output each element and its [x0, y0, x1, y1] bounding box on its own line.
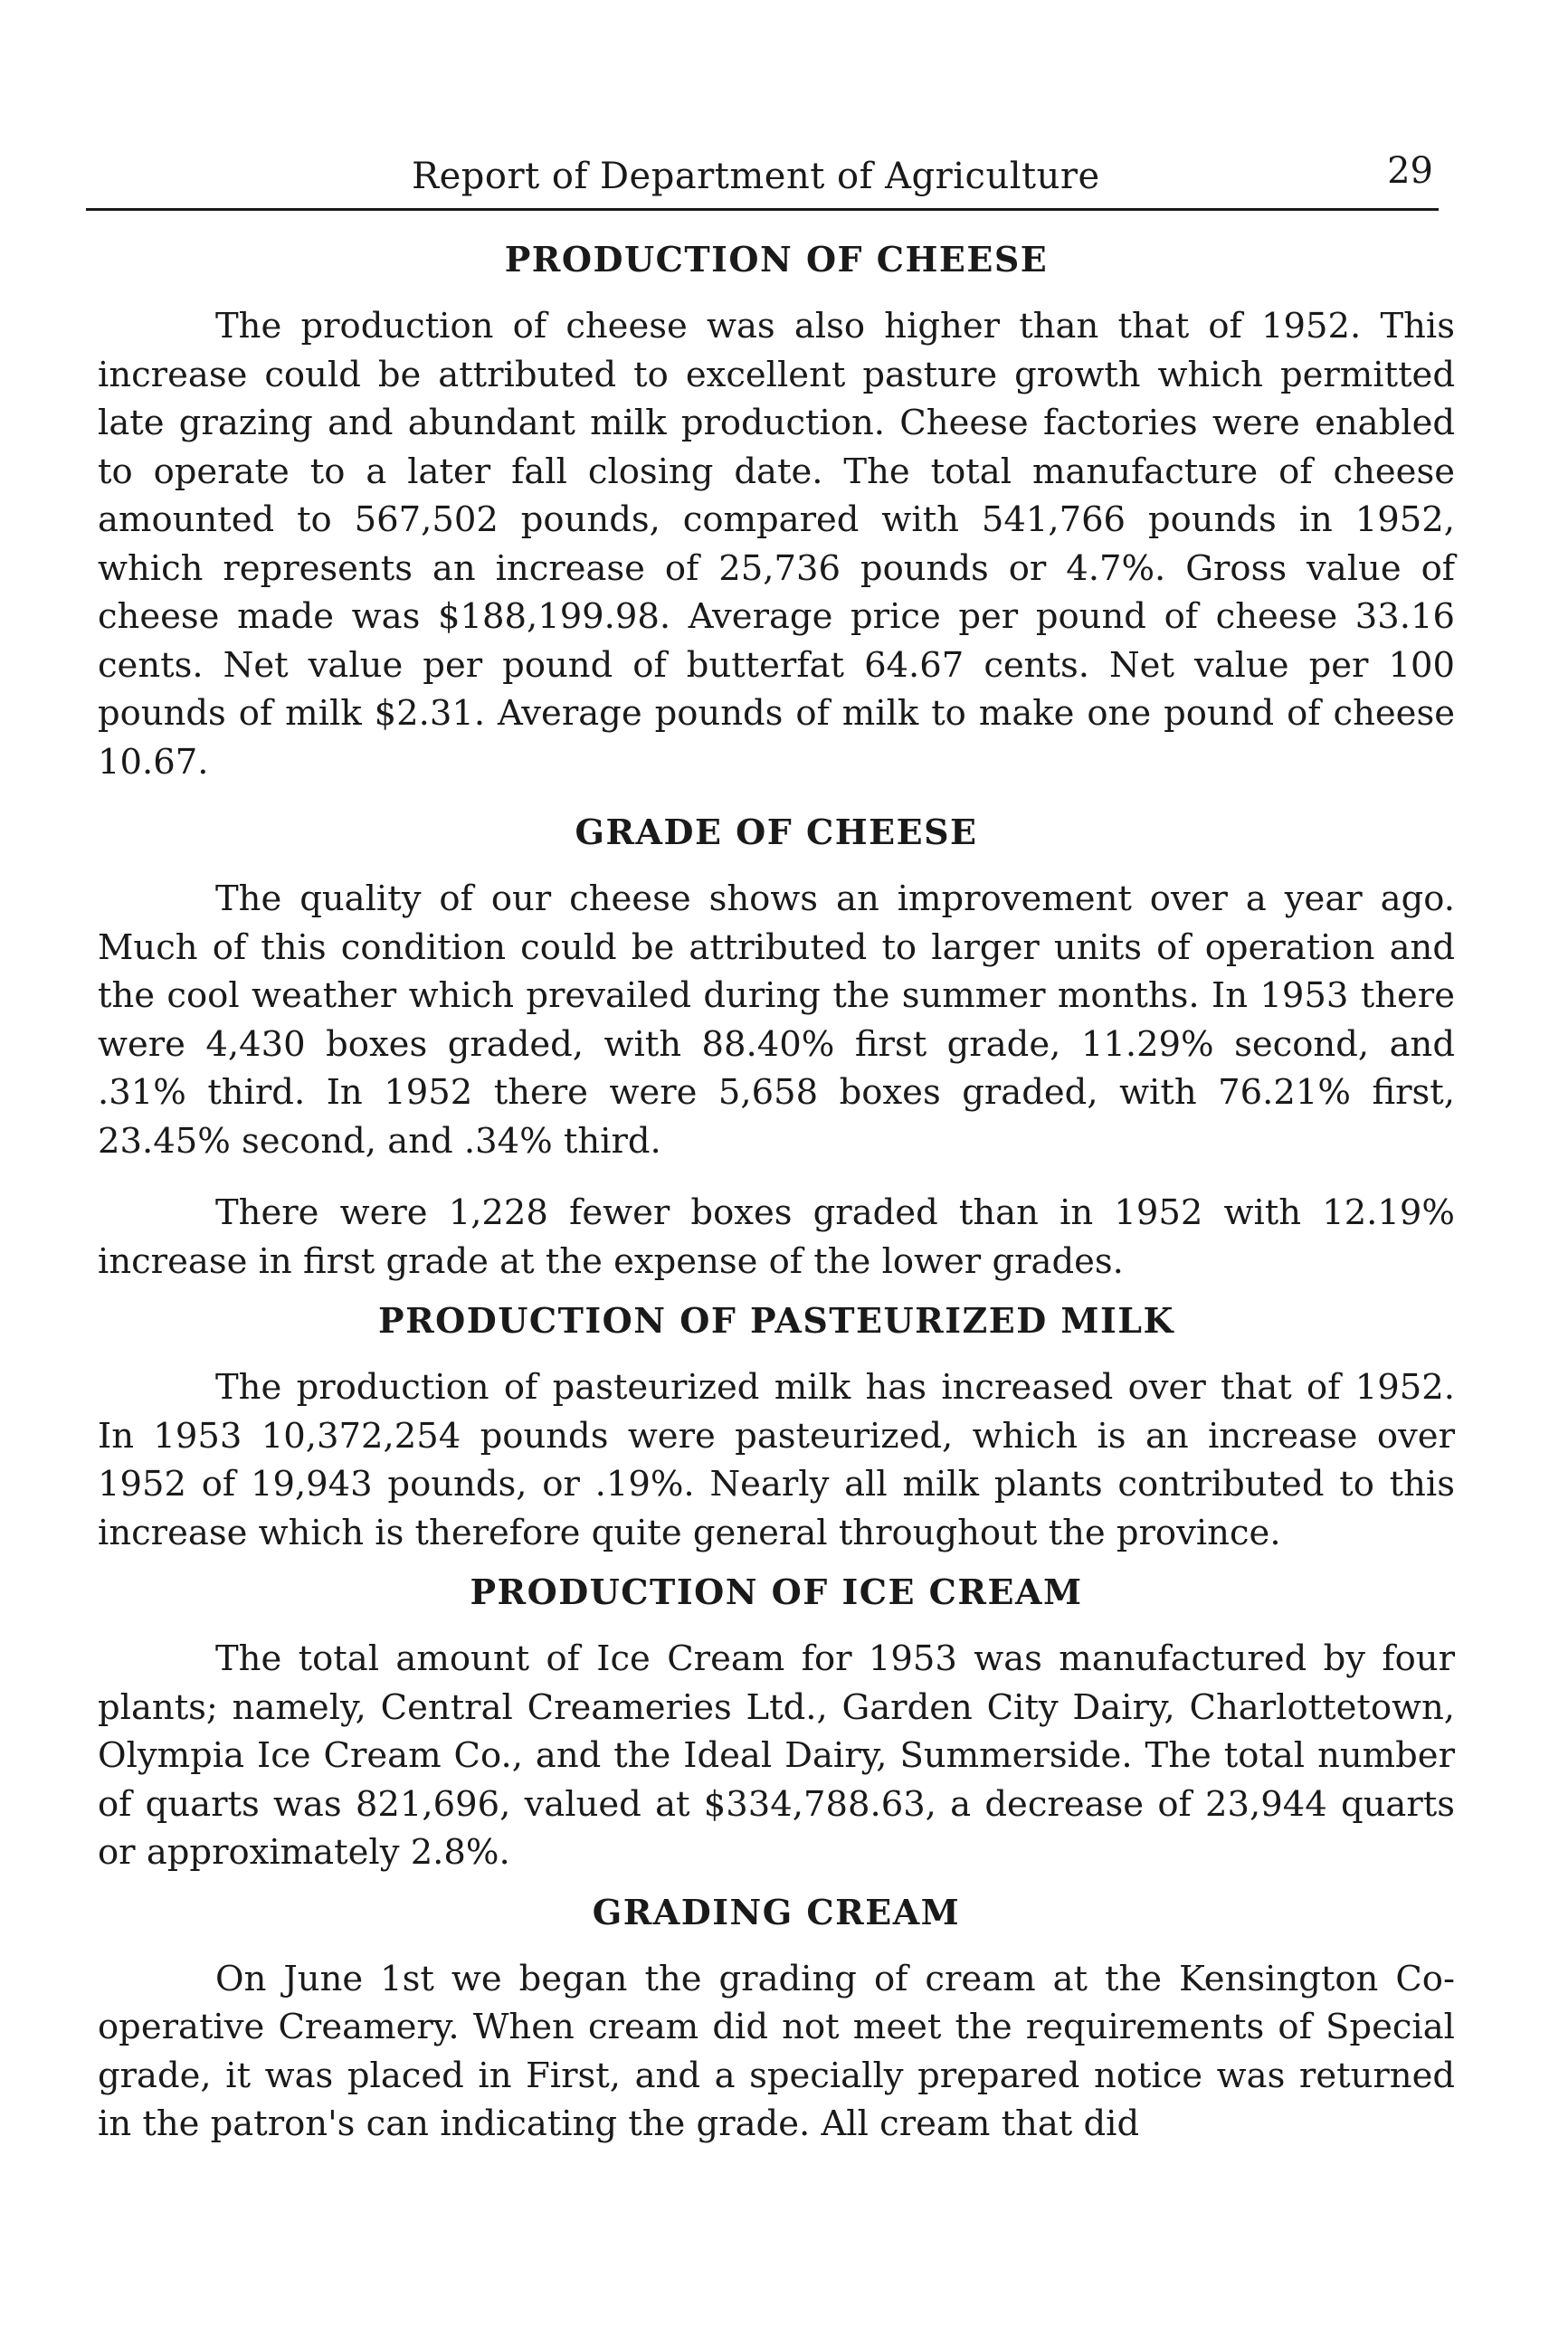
- page-body: [98, 237, 1455, 2172]
- section-heading: PRODUCTION OF CHEESE: [504, 239, 1049, 280]
- section-grading-cream: [98, 1890, 1455, 2149]
- section-heading: PRODUCTION OF PASTEURIZED MILK: [378, 1300, 1174, 1341]
- paragraph: The total amount of Ice Cream for 1953 was manufactured by four plants; namely, Central Creameries Ltd., Garden City Dairy, Charlottetown, Olympia Ice Cream Co., and the Ideal Dairy, Summerside. The total number of quarts was 821,696, valued at $334,788.63, a decrease of 23,944 quarts or approximately 2.8%.: [98, 1638, 1455, 1873]
- paragraph: The production of cheese was also higher than that of 1952. This increase could be attributed to excellent pasture growth which permitted late grazing and abundant milk production. Cheese factories were enabled to operate to a later fall closing date. The total manufacture of cheese amounted to 567,502 pounds, compared with 541,766 pounds in 1952, which represents an increase of 25,736 pounds or 4.7%. Gross value of cheese made was $188,199.98. Average price per pound of cheese 33.16 cents. Net value per pound of butterfat 64.67 cents. Net value per 100 pounds of milk $2.31. Average pounds of milk to make one pound of cheese 10.67.: [98, 306, 1455, 783]
- paragraph: The quality of our cheese shows an improvement over a year ago. Much of this condition could be attributed to larger units of operation and the cool weather which prevailed during the summer months. In 1953 there were 4,430 boxes graded, with 88.40% first grade, 11.29% second, and .31% third. In 1952 there were 5,658 boxes graded, with 76.21% first, 23.45% second, and .34% third.: [98, 878, 1455, 1162]
- running-title: Report of Department of Agriculture: [412, 156, 1100, 197]
- section-heading: PRODUCTION OF ICE CREAM: [470, 1571, 1083, 1612]
- section-production-of-cheese: [98, 237, 1455, 786]
- section-production-of-pasteurized-milk: [98, 1298, 1455, 1557]
- paragraph: On June 1st we began the grading of cream at the Kensington Co-operative Creamery. When cream did not meet the requirements of Special grade, it was placed in First, and a specially prepared notice was returned in the patron's can indicating the grade. All cream that did: [98, 1958, 1455, 2144]
- paragraph: There were 1,228 fewer boxes graded than in 1952 with 12.19% increase in first grade at the expense of the lower grades.: [98, 1192, 1455, 1282]
- page-number: 29: [1387, 150, 1433, 192]
- paragraph: The production of pasteurized milk has increased over that of 1952. In 1953 10,372,254 pounds were pasteurized, which is an increase over 1952 of 19,943 pounds, or .19%. Nearly all milk plants contributed to this increase which is therefore quite general throughout the province.: [98, 1367, 1455, 1553]
- section-heading: GRADE OF CHEESE: [575, 812, 978, 852]
- section-grade-of-cheese: [98, 810, 1455, 1286]
- running-header: [86, 145, 1439, 211]
- section-heading: GRADING CREAM: [592, 1891, 961, 1932]
- section-production-of-ice-cream: [98, 1570, 1455, 1877]
